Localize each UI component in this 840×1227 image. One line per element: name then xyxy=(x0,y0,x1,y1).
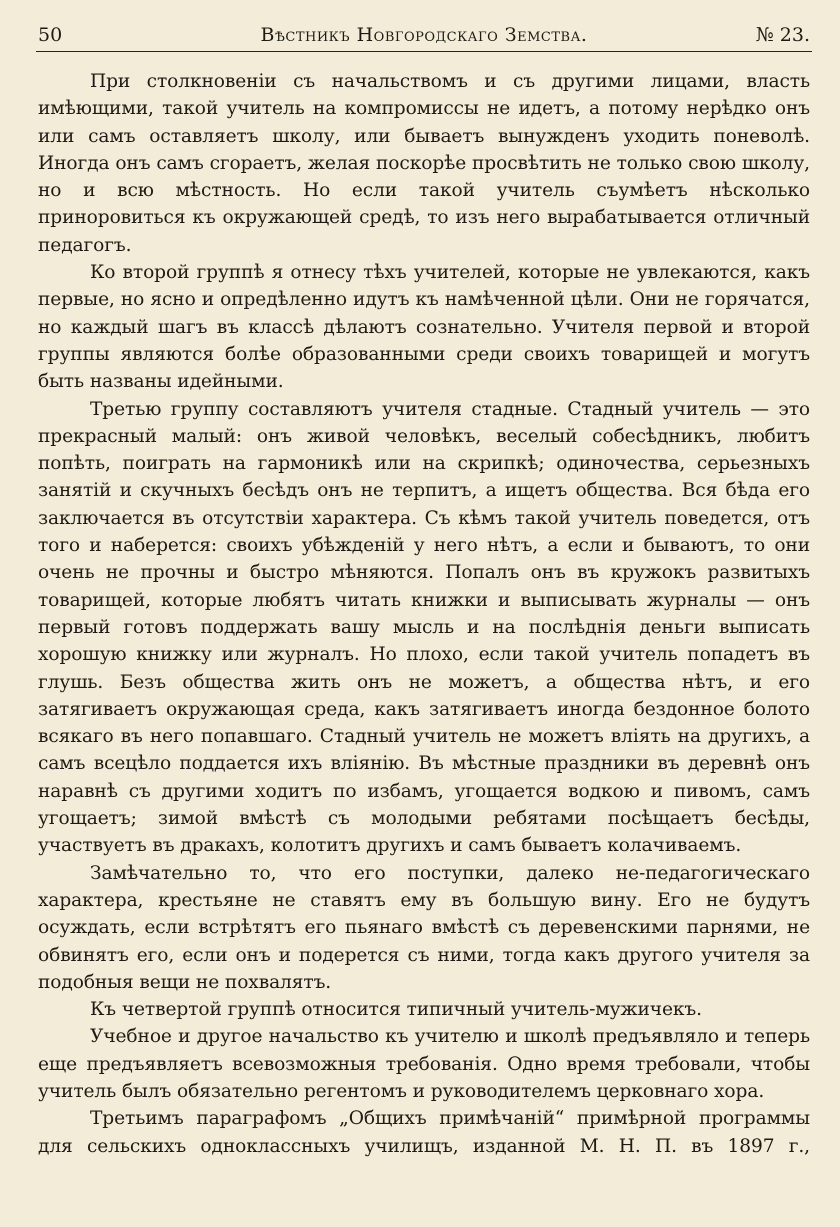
paragraph-7: Третьимъ параграфомъ „Общихъ примѣчаній“ примѣрной программы для сельскихъ одноклассныхъ училищъ, изданной М. Н. П. въ 1897 г., xyxy=(38,1108,810,1157)
paragraph-5: Къ четвертой группѣ относится типичный учитель-мужичекъ. xyxy=(90,999,702,1021)
paragraph-3: Третью группу составляютъ учителя стадные. Стадный учитель — это прекрасный малый: онъ живой человѣкъ, веселый собесѣдникъ, любитъ попѣть, поиграть на гармоникѣ или на скрипкѣ; одиночества, серьезныхъ занятій и скучныхъ бесѣдъ онъ не терпитъ, а ищетъ общества. Вся бѣда его заключается въ отсутствіи характера. Съ кѣмъ такой учитель поведется, отъ того и наберется: своихъ убѣжденій у него нѣтъ, а если и бываютъ, то они очень не прочны и быстро мѣняются. Попалъ онъ въ кружокъ развитыхъ товарищей, которые любятъ читать книжки и выписывать журналы — онъ первый готовъ поддержать вашу мысль и на послѣднія деньги выписать хорошую книжку или журналъ. Но плохо, если такой учитель попадетъ въ глушь. Безъ общества жить онъ не можетъ, а общества нѣтъ, и его затягиваетъ окружающая среда, какъ затягиваетъ иногда бездонное болото всякаго въ него попавшаго. Стадный учитель не можетъ вліять на другихъ, а самъ всецѣло поддается ихъ вліянію. Въ мѣстные праздники въ деревнѣ онъ наравнѣ съ другими ходитъ по избамъ, угощается водкою и пивомъ, самъ угощаетъ; зимой вмѣстѣ съ молодыми ребятами посѣщаетъ бесѣды, участвуетъ въ дракахъ, колотитъ другихъ и самъ бываетъ колачиваемъ. xyxy=(38,398,810,857)
issue-number: № 23. xyxy=(755,24,810,46)
paragraph-2: Ко второй группѣ я отнесу тѣхъ учителей, которые не увлекаются, какъ первые, но ясно и опредѣленно идутъ къ намѣченной цѣли. Они не горячатся, но каждый шагъ въ классѣ дѣлаютъ сознательно. Учителя первой и второй группы являются болѣе образованными среди своихъ товарищей и могутъ быть названы идейными. xyxy=(38,262,810,393)
page-number: 50 xyxy=(38,24,63,46)
paragraph-1: При столкновеніи съ начальствомъ и съ другими лицами, власть имѣющими, такой учитель на компромиссы не идетъ, а потому нерѣдко онъ или самъ оставляетъ школу, или бываетъ вынужденъ уходить поневолѣ. Иногда онъ самъ сгораетъ, желая поскорѣе просвѣтить не только свою школу, но и всю мѣстность. Но если такой учитель съумѣетъ нѣсколько приноровиться къ окружающей средѣ, то изъ него вырабатывается отличный педагогъ. xyxy=(38,71,810,256)
header-rule xyxy=(36,51,812,52)
paragraph-6: Учебное и другое начальство къ учителю и школѣ предъявляло и теперь еще предъявляетъ всевозможныя требованія. Одно время требовали, чтобы учитель былъ обязательно регентомъ и руководителемъ церковнаго хора. xyxy=(38,1026,810,1102)
page-header xyxy=(38,20,810,50)
article-body xyxy=(38,68,810,1160)
paragraph-4: Замѣчательно то, что его поступки, далеко не-педагогическаго характера, крестьяне не ставятъ ему въ большую вину. Его не будутъ осуждать, если встрѣтятъ его пьянаго вмѣстѣ съ деревенскими парнями, не обвинятъ его, если онъ и подерется съ ними, тогда какъ другого учителя за подобныя вещи не похвалятъ. xyxy=(38,862,810,993)
journal-title: Вѣстникъ Новгородскаго Земства. xyxy=(260,24,588,46)
